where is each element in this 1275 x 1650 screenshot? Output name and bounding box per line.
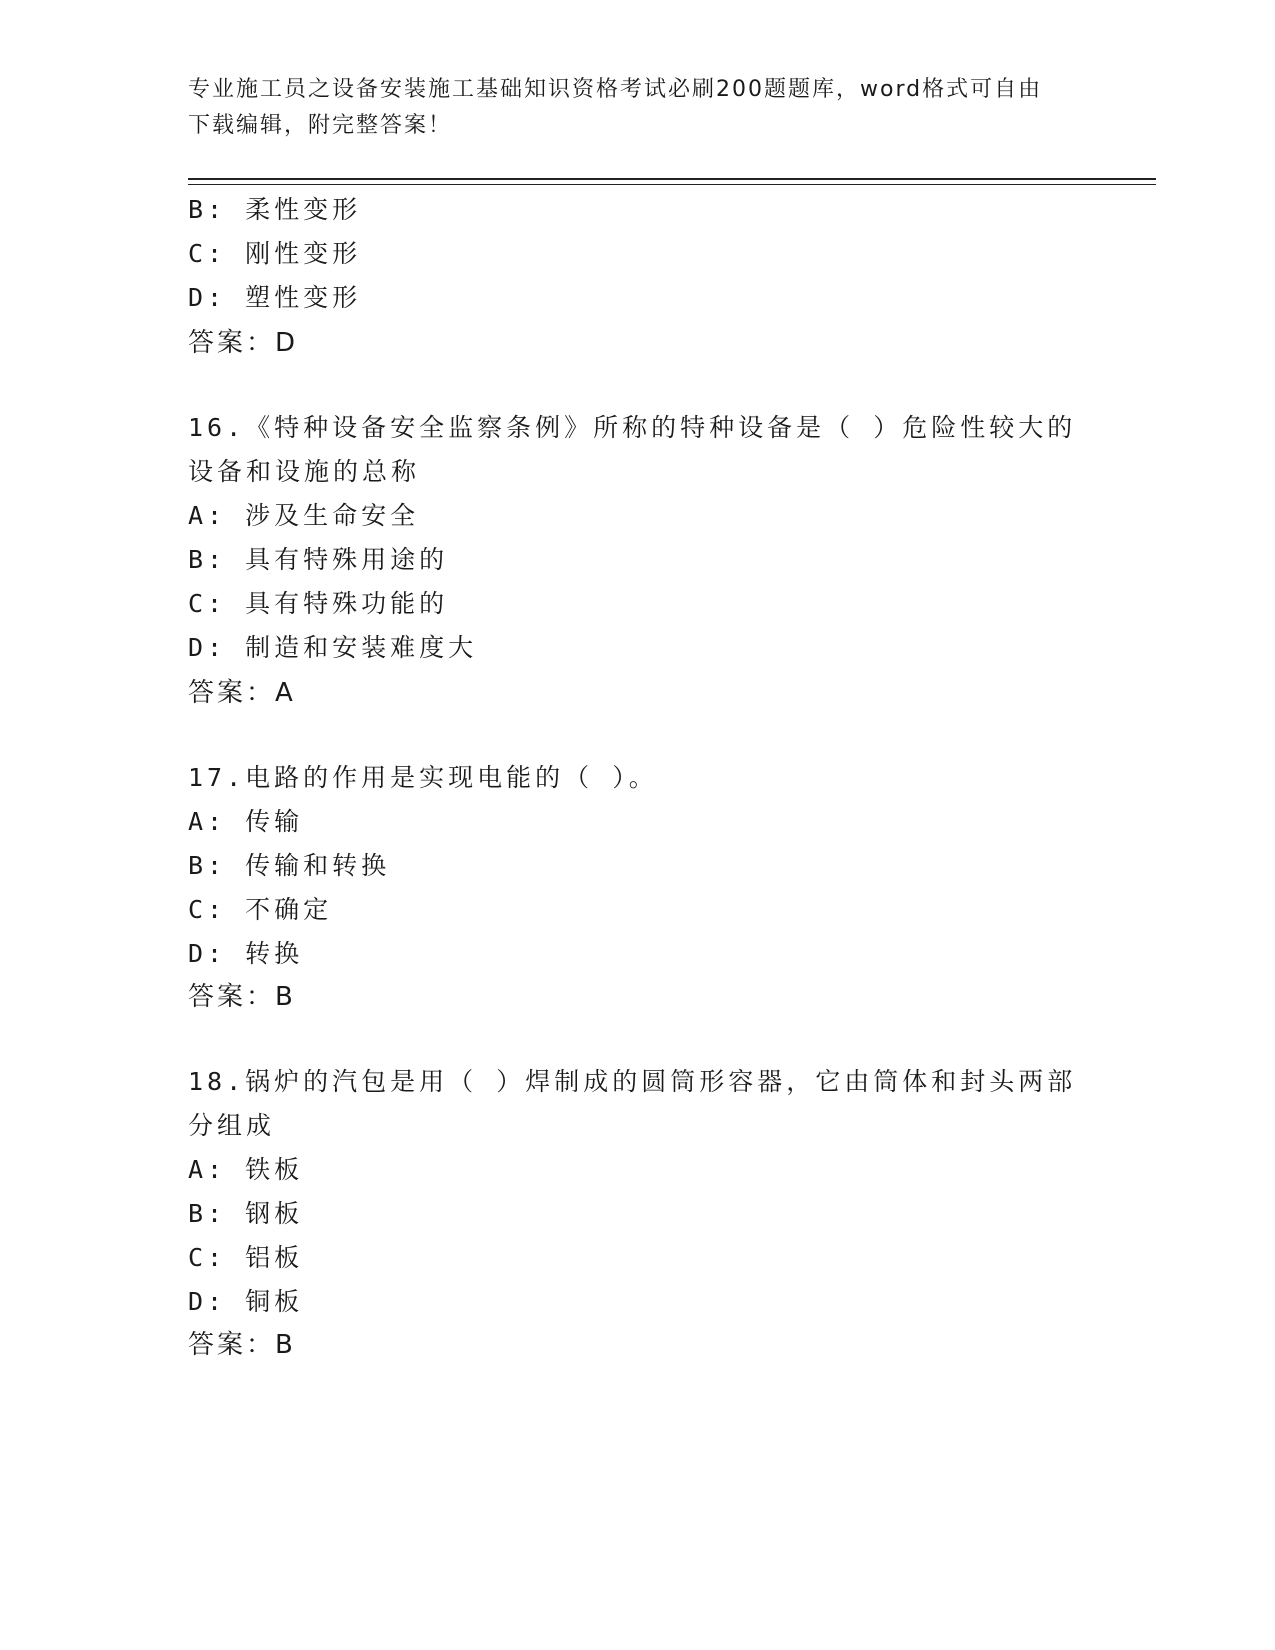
- question-stem: 16.《特种设备安全监察条例》所称的特种设备是（ ）危险性较大的: [188, 413, 1077, 442]
- header-divider-thin: [188, 184, 1156, 185]
- option-a: A: 传输: [188, 807, 304, 836]
- answer: 答案：A: [188, 678, 296, 708]
- option-d: D: 转换: [188, 939, 304, 968]
- option-b: B: 柔性变形: [188, 195, 362, 224]
- option-a: A: 铁板: [188, 1155, 304, 1184]
- header-divider: [188, 178, 1156, 180]
- answer: 答案：D: [188, 328, 299, 358]
- header-title-line-1: 专业施工员之设备安装施工基础知识资格考试必刷200题题库，word格式可自由: [188, 77, 1043, 102]
- header-title-line-2: 下载编辑，附完整答案！: [188, 113, 453, 138]
- option-a: A: 涉及生命安全: [188, 501, 420, 530]
- question-stem: 17.电路的作用是实现电能的（ ）。: [188, 763, 658, 792]
- question-stem-continued: 分组成: [188, 1111, 276, 1140]
- option-d: D: 铜板: [188, 1287, 304, 1316]
- option-c: C: 不确定: [188, 895, 333, 924]
- question-stem: 18.锅炉的汽包是用（ ）焊制成的圆筒形容器，它由筒体和封头两部: [188, 1067, 1077, 1096]
- option-c: C: 刚性变形: [188, 239, 362, 268]
- option-d: D: 塑性变形: [188, 283, 362, 312]
- document-header: [188, 72, 1068, 144]
- question-stem-continued: 设备和设施的总称: [188, 457, 421, 486]
- option-c: C: 具有特殊功能的: [188, 589, 449, 618]
- option-b: B: 传输和转换: [188, 851, 391, 880]
- option-b: B: 具有特殊用途的: [188, 545, 449, 574]
- answer: 答案：B: [188, 982, 296, 1012]
- option-c: C: 铝板: [188, 1243, 304, 1272]
- answer: 答案：B: [188, 1330, 296, 1360]
- option-d: D: 制造和安装难度大: [188, 633, 478, 662]
- option-b: B: 钢板: [188, 1199, 304, 1228]
